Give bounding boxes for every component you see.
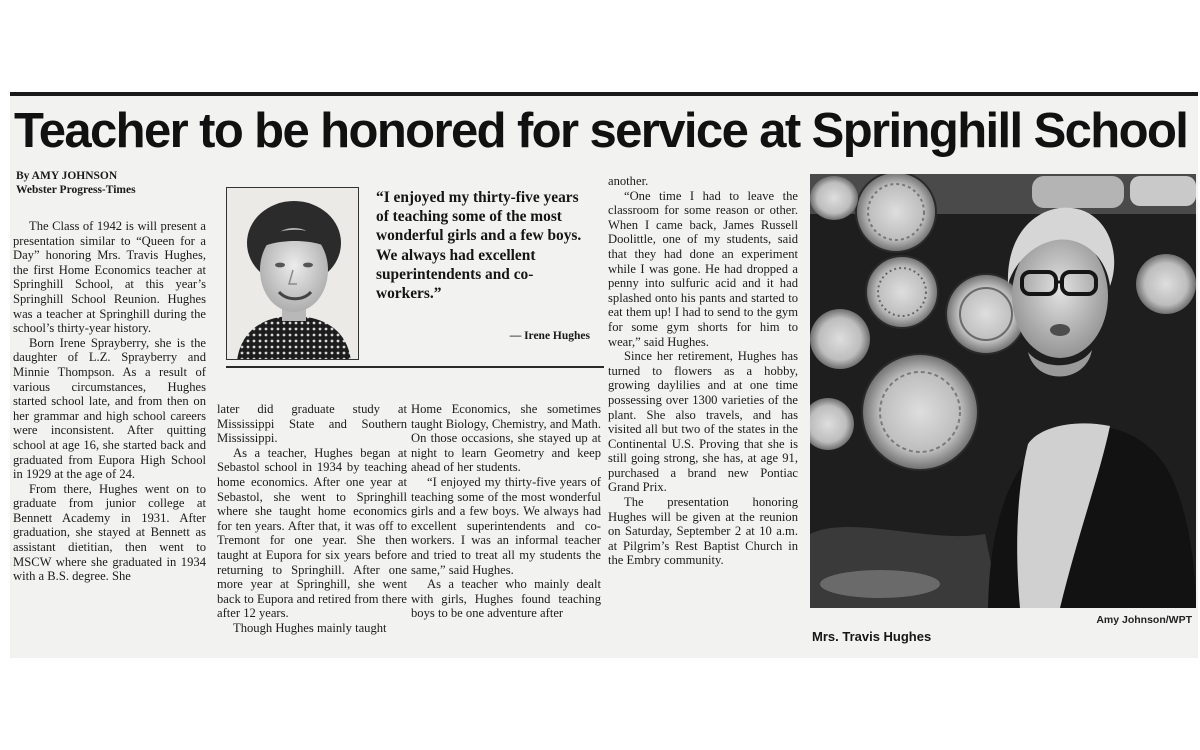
- article-column-4: [608, 174, 798, 568]
- photo-caption: Mrs. Travis Hughes: [812, 629, 932, 644]
- paragraph: “One time I had to leave the classroom for some reason or other. When I came back, James Russell Doolittle, one of my students, said that they had done an experiment while I was gone. He had dropped a penny into sulfuric acid and it had splashed onto his pants and started to eat them up! I had to send to the gym for some gym shorts for him to wear,” said Hughes.: [608, 188, 798, 349]
- paragraph: Born Irene Sprayberry, she is the daughter of L.Z. Sprayberry and Minnie Thompson. As a result of various circumstances, Hughes started school late, and from then on her grammar and high school careers were inconsistent. After quitting school at age 16, she started back and graduated from Eupora High School in 1929 at the age of 24.: [13, 335, 206, 482]
- portrait-photo: [226, 187, 359, 360]
- paragraph: later did graduate study at Mississippi State and Southern Mississippi.: [217, 402, 407, 446]
- headline: Teacher to be honored for service at Springhill School: [14, 104, 1188, 158]
- paragraph: As a teacher who mainly dealt with girls, Hughes found teaching boys to be one adventure after: [411, 577, 601, 621]
- top-rule: [10, 92, 1198, 96]
- photo-image: [810, 174, 1196, 608]
- paragraph: The Class of 1942 is will present a presentation similar to “Queen for a Day” honoring Mrs. Travis Hughes, the first Home Economics teacher at Springhill School, at this year’s Springhill School Reunion. Hughes was a teacher at Springhill during the school’s thirty-year history.: [13, 219, 206, 336]
- article-column-1: [13, 219, 206, 584]
- photo-credit: Amy Johnson/WPT: [1096, 614, 1192, 626]
- paragraph: Since her retirement, Hughes has turned to flowers as a hobby, growing daylilies and at one time possessing over 1300 varieties of the plant. She also travels, and has visited all but two of the states in the Continental U.S. Proving that she is still going strong, she has, at age 91, purchased a brand new Pontiac Grand Prix.: [608, 349, 798, 495]
- pull-quote-rule: [226, 366, 604, 368]
- byline-author: By AMY JOHNSON: [16, 170, 118, 182]
- paragraph: Though Hughes mainly taught: [233, 620, 387, 635]
- pull-quote-author: — Irene Hughes: [509, 330, 590, 342]
- article-column-3: [411, 402, 601, 621]
- byline: [16, 169, 136, 197]
- paragraph: The presentation honoring Hughes will be given at the reunion on Saturday, September 2 at 10 a.m. at Pilgrim’s Rest Baptist Church in the Embry community.: [608, 495, 798, 568]
- newspaper-clipping: [10, 92, 1198, 658]
- paragraph: From there, Hughes went on to graduate from junior college at Bennett Academy in 1931. After graduation, she stayed at Bennett as assistant dietitian, then went to MSCW where she graduated in 1934 with a B.S. degree. She: [13, 481, 206, 584]
- byline-publication: Webster Progress-Times: [16, 184, 136, 196]
- paragraph: As a teacher, Hughes began at Sebastol school in 1934 by teaching home economics. After one year at Sebastol, she went to Springhill where she taught home economics for ten years. After that, it was off to Tremont for one year. She then taught at Eupora for six years before returning to Springhill. After one more year at Springhill, she went back to Eupora and retired from there after 12 years.: [217, 445, 407, 621]
- portrait-image: [227, 188, 359, 360]
- paragraph: Home Economics, she sometimes taught Biology, Chemistry, and Math. On those occasions, she stayed up at night to learn Geometry and keep ahead of her students.: [411, 402, 601, 475]
- main-photo: [810, 174, 1196, 608]
- article-column-2: [217, 402, 407, 636]
- paragraph: “I enjoyed my thirty-five years of teaching some of the most wonderful girls and a few boys. We always had excellent superintendents and co-workers. I was an informal teacher and tried to treat all my students the same,” said Hughes.: [411, 474, 601, 577]
- pull-quote: “I enjoyed my thirty-five years of teaching some of the most wonderful girls and a few boys. We always had excellent superintendents and co-workers.”: [376, 189, 582, 303]
- paragraph: another.: [608, 174, 649, 188]
